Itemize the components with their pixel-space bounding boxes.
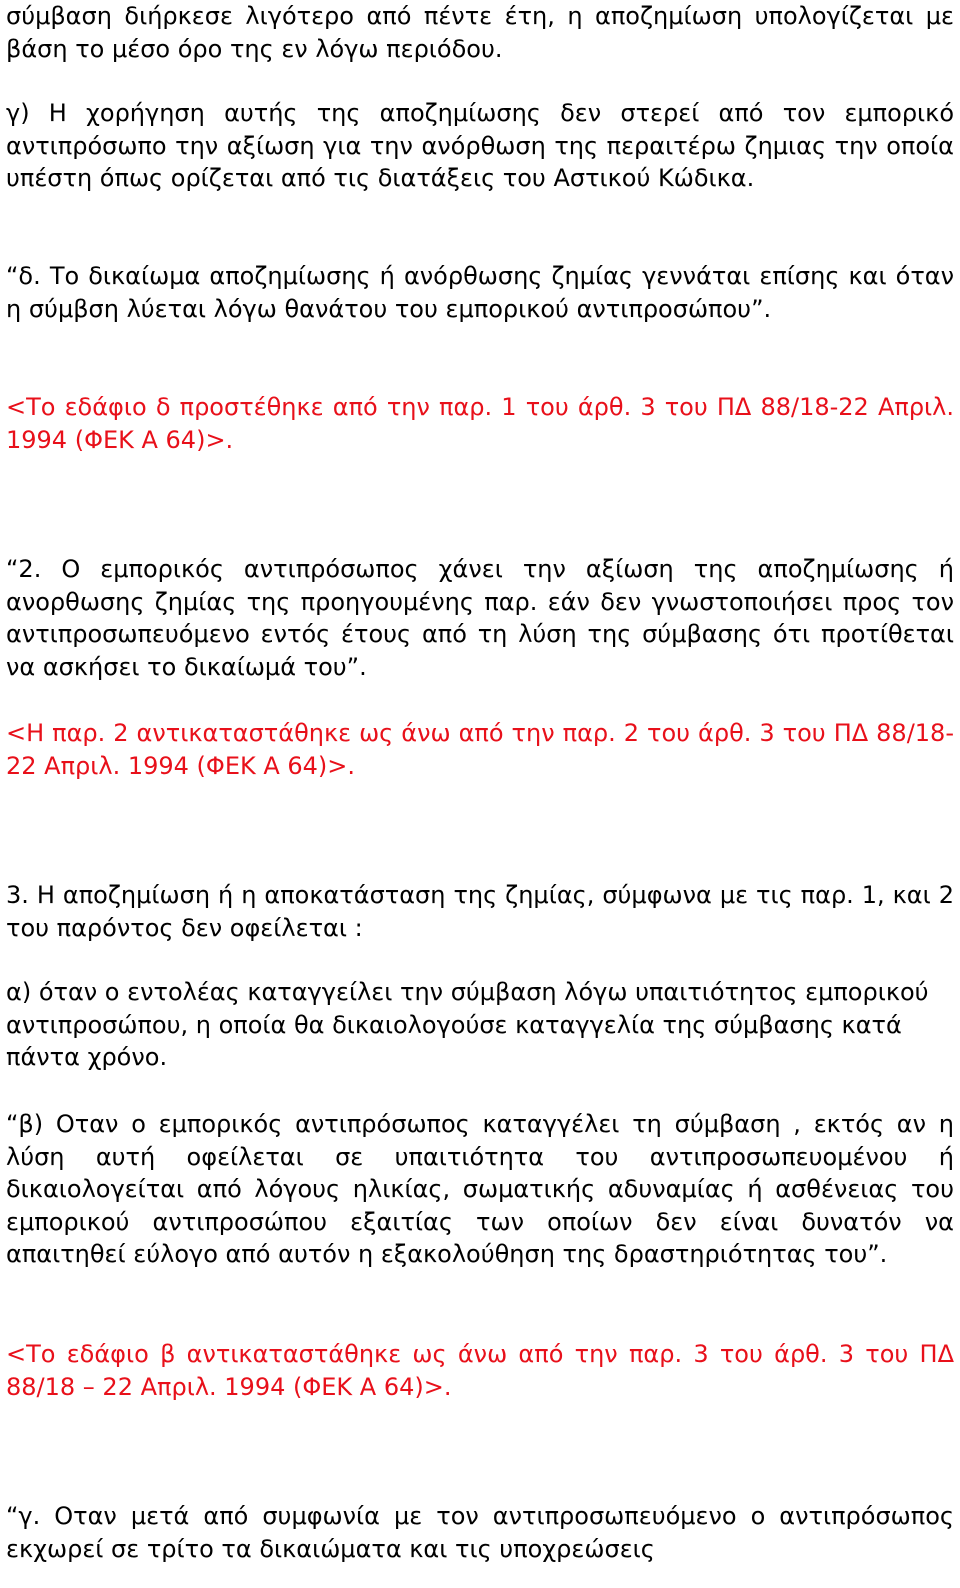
paragraph-2: “2. Ο εμπορικός αντιπρόσωπος χάνει την αξίωση της αποζημίωσης ή ανορθωσης ζημίας της προηγουμένης παρ. εάν δεν γνωστοποιήσει προς τον αντιπροσωπευόμενο εντός έτους από τη λύση της σύμβασης ότι προτίθεται να ασκήσει το δικαίωμά του”. [6,555,954,681]
paragraph-clause-c: γ) Η χορήγηση αυτής της αποζημίωσης δεν στερεί από τον εμπορικό αντιπρόσωπο την αξίωση για την ανόρθωση της περαιτέρω ζημιας την οποία υπέστη όπως ορίζεται από τις διατάξεις του Αστικού Κώδικα. [6,99,954,193]
amendment-note-b: <Το εδάφιο β αντικαταστάθηκε ως άνω από την παρ. 3 του άρθ. 3 του ΠΔ 88/18 – 22 Απριλ. 1994 (ΦΕΚ Α 64)>. [6,1340,954,1401]
paragraph-3: 3. Η αποζημίωση ή η αποκατάσταση της ζημίας, σύμφωνα με τις παρ. 1, και 2 του παρόντος δεν οφείλεται : [6,881,954,942]
paragraph-compensation-average: σύμβαση διήρκεσε λιγότερο από πέντε έτη, η αποζημίωση υπολογίζεται με βάση το μέσο όρο της εν λόγω περιόδου. [6,2,954,63]
paragraph-3-clause-c: “γ. Οταν μετά από συμφωνία με τον αντιπροσωπευόμενο ο αντιπρόσωπος εκχωρεί σε τρίτο τα δικαιώματα και τις υποχρεώσεις [6,1502,954,1563]
amendment-note-d: <Το εδάφιο δ προστέθηκε από την παρ. 1 του άρθ. 3 του ΠΔ 88/18-22 Απριλ. 1994 (ΦΕΚ Α 64)>. [6,393,954,454]
amendment-note-par-2: <Η παρ. 2 αντικαταστάθηκε ως άνω από την παρ. 2 του άρθ. 3 του ΠΔ 88/18-22 Απριλ. 1994 (ΦΕΚ Α 64)>. [6,719,954,780]
paragraph-3-clause-b: “β) Οταν ο εμπορικός αντιπρόσωπος καταγγέλει τη σύμβαση , εκτός αν η λύση αυτή οφείλεται σε υπαιτιότητα του αντιπροσωπευομένου ή δικαιολογείται από λόγους ηλικίας, σωματικής αδυναμίας ή ασθένειας του εμπορικού αντιπροσώπου εξαιτίας των οποίων δεν είναι δυνατόν να απαιτηθεί εύλογο από αυτόν η εξακολούθηση της δραστηριότητας του”. [6,1110,954,1269]
paragraph-3-clause-a: α) όταν ο εντολέας καταγγείλει την σύμβαση λόγω υπαιτιότητος εμπορικού αντιπροσώπου, η οποία θα δικαιολογούσε καταγγελία της σύμβασης κατά πάντα χρόνο. [6,978,929,1072]
paragraph-clause-d: “δ. Το δικαίωμα αποζημίωσης ή ανόρθωσης ζημίας γεννάται επίσης και όταν η σύμβση λύεται λόγω θανάτου του εμπορικού αντιπροσώπου”. [6,262,954,323]
